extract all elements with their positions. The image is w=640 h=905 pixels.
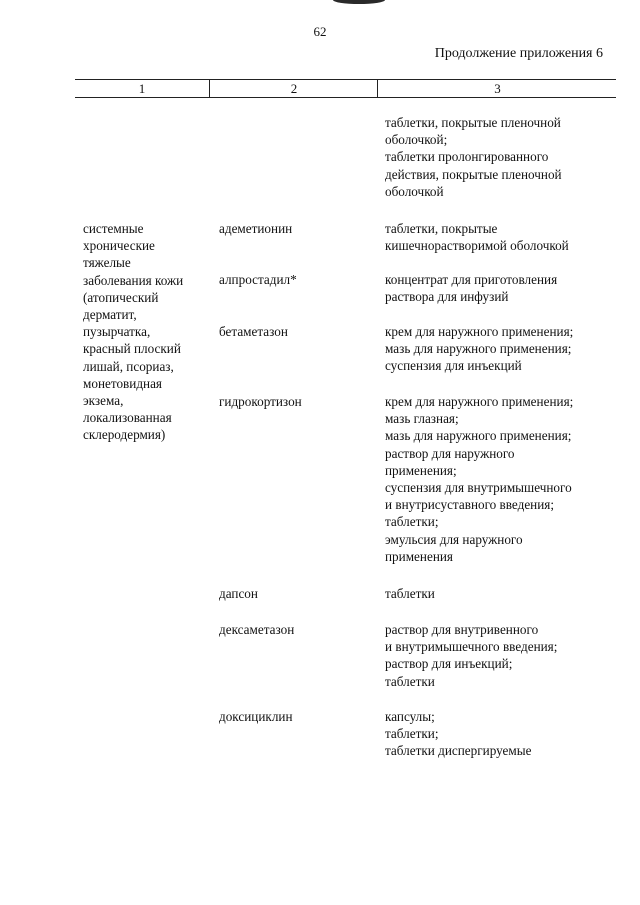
dosage-forms: крем для наружного применения; мазь для наружного применения; суспензия для инъекций bbox=[385, 324, 574, 374]
table-header-col-2: 2 bbox=[209, 80, 378, 97]
drug-name: алпростадил* bbox=[219, 272, 297, 287]
condition-cell: системные хронические тяжелые заболевания кожи (атопический дерматит, пузырчатка, красный плоский лишай, псориаз, монетовидная экзема, локализованная склеродермия) bbox=[83, 221, 184, 443]
table-header-col-3: 3 bbox=[377, 80, 617, 97]
appendix-continuation-note: Продолжение приложения 6 bbox=[434, 46, 603, 61]
dosage-forms: капсулы; таблетки; таблетки диспергируемые bbox=[385, 709, 532, 759]
drug-name: гидрокортизон bbox=[219, 394, 302, 409]
dosage-forms: таблетки bbox=[385, 586, 435, 601]
dosage-forms: концентрат для приготовления раствора для инфузий bbox=[385, 272, 558, 305]
table-header-col-1: 1 bbox=[138, 81, 146, 96]
page-number: 62 bbox=[313, 24, 327, 39]
drug-name: адеметионин bbox=[219, 221, 293, 236]
drug-name: дексаметазон bbox=[219, 622, 295, 637]
table-header-row bbox=[75, 79, 616, 98]
drug-name: дапсон bbox=[219, 586, 258, 601]
dosage-forms: крем для наружного применения; мазь глазная; мазь для наружного применения; раствор для наружного применения; суспензия для внутримышечного и внутрисуставного введения; таблетки; эмульсия для наружного применения bbox=[385, 394, 574, 564]
page-top-mark bbox=[333, 0, 385, 4]
continuation-dosage-forms: таблетки, покрытые пленочной оболочкой; таблетки пролонгированного действия, покрытые пленочной оболочкой bbox=[385, 115, 562, 199]
drug-name: бетаметазон bbox=[219, 324, 288, 339]
drug-name: доксициклин bbox=[219, 709, 293, 724]
dosage-forms: раствор для внутривенного и внутримышечного введения; раствор для инъекций; таблетки bbox=[385, 622, 558, 689]
dosage-forms: таблетки, покрытые кишечнорастворимой оболочкой bbox=[385, 221, 569, 254]
